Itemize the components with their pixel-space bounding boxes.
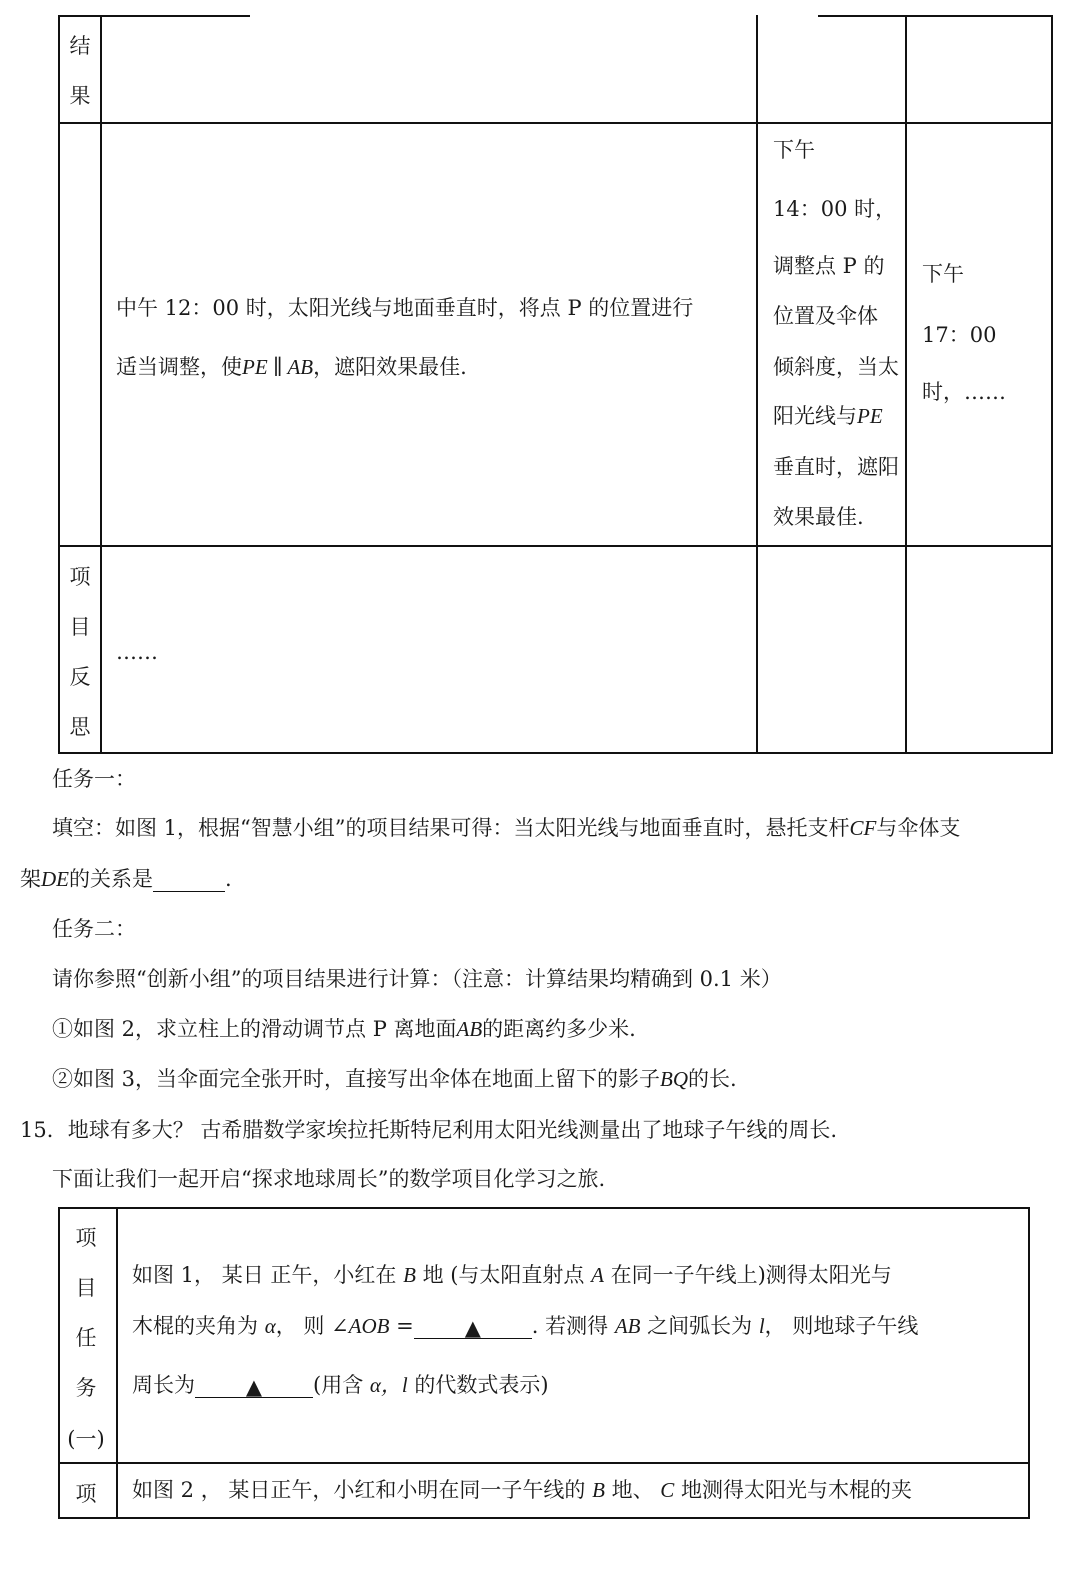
col3-line: 倾斜度，当太	[773, 355, 899, 379]
math-bq: BQ	[660, 1067, 689, 1091]
text-segment: ，遮阳效果最佳.	[313, 355, 467, 379]
text-segment: (用含	[313, 1373, 370, 1397]
triangle-marker-icon: ▲	[464, 1316, 481, 1341]
text-segment: 填空：如图 1，根据“智慧小组”的项目结果可得：当太阳光线与地面垂直时，悬托支杆	[52, 816, 850, 840]
table1-col-divider	[756, 15, 758, 754]
text-segment: 的代数式表示)	[407, 1373, 549, 1397]
text-segment: 架	[20, 867, 41, 891]
text-segment: . 若测得	[531, 1314, 615, 1338]
t2-r1-line1	[132, 1263, 892, 1288]
text-segment: 周长为	[132, 1373, 195, 1397]
triangle-marker-icon: ▲	[245, 1375, 263, 1400]
reflection-text: ……	[116, 640, 158, 664]
col4-line: 下午	[922, 262, 964, 286]
table1-row-divider	[58, 122, 1053, 124]
noon-text-line1: 中午 12：00 时，太阳光线与地面垂直时，将点 P 的位置进行	[116, 296, 694, 320]
text-segment: 适当调整，使	[116, 355, 242, 379]
text-segment: 如图 3，当伞面完全张开时，直接写出伞体在地面上留下的影子	[73, 1067, 661, 1091]
text-segment: 之间弧长为	[640, 1314, 759, 1338]
math-ab: AB	[456, 1017, 483, 1041]
table2-col-divider	[1028, 1207, 1030, 1519]
t2-r1-line2	[132, 1314, 918, 1339]
answer-blank[interactable]	[153, 869, 225, 892]
table2-row-divider	[58, 1462, 1030, 1464]
col3-line: 效果最佳.	[773, 505, 864, 529]
task2-q1	[52, 1017, 636, 1042]
col3-line: 14：00 时，	[773, 197, 897, 221]
circled-number: ①	[52, 1017, 73, 1041]
math-alpha: α	[264, 1314, 276, 1338]
text-segment: .	[225, 867, 232, 891]
col3-line: 垂直时，遮阳	[773, 455, 899, 479]
row-label-char: 项	[75, 1226, 97, 1250]
math-b: B	[403, 1263, 416, 1287]
text-segment: 与伞体支	[876, 816, 961, 840]
t2-r1-line3	[132, 1373, 549, 1398]
q15-line1: 15．地球有多大？ 古希腊数学家埃拉托斯特尼利用太阳光线测量出了地球子午线的周长.	[20, 1118, 838, 1142]
math-angle-aob: ∠AOB	[331, 1314, 390, 1338]
col4-line: 时，……	[922, 380, 1006, 404]
table2-bottom-border	[58, 1517, 1030, 1519]
text-segment: 地测得太阳光与木棍的夹	[674, 1478, 912, 1502]
task2-title: 任务二：	[52, 917, 136, 941]
row-label-char: 目	[69, 615, 91, 639]
math-l: l	[758, 1314, 765, 1338]
text-segment: 木棍的夹角为	[132, 1314, 265, 1338]
text-segment: =	[389, 1314, 414, 1338]
text-segment: ， 则	[275, 1314, 332, 1338]
text-segment: 如图 2，求立柱上的滑动调节点 P 离地面	[73, 1017, 457, 1041]
math-de: DE	[41, 867, 69, 891]
table1-bottom-border	[58, 752, 1053, 754]
text-segment: 地 (与太阳直射点	[415, 1263, 592, 1287]
text-segment: 阳光线与	[773, 404, 857, 428]
row-label-char: 任	[75, 1326, 97, 1350]
table1-top-border-left	[58, 15, 250, 17]
col3-line	[773, 404, 883, 429]
answer-blank[interactable]	[414, 1316, 532, 1339]
task1-title: 任务一：	[52, 767, 136, 791]
table1-col-divider	[1051, 15, 1053, 754]
text-segment: ， 则地球子午线	[764, 1314, 919, 1338]
col4-line: 17：00	[922, 323, 997, 347]
task1-line2	[20, 867, 232, 892]
row-label-char: (一)	[67, 1427, 105, 1451]
table2-top-border	[58, 1207, 1030, 1209]
row-label-char: 果	[69, 84, 91, 108]
table1-col-divider	[100, 15, 102, 754]
text-segment: 的距离约多少米.	[482, 1017, 636, 1041]
table2-col-divider	[58, 1207, 60, 1519]
math-ab: AB	[614, 1314, 641, 1338]
table1-top-border-right	[818, 15, 1052, 17]
math-pe: PE	[857, 404, 883, 428]
text-segment: 在同一子午线上)测得太阳光与	[603, 1263, 892, 1287]
table1-col-divider	[58, 15, 60, 754]
table1-col-divider	[905, 15, 907, 754]
row-label-char: 项	[75, 1482, 97, 1506]
table2-col-divider	[116, 1207, 118, 1519]
text-segment: 地、	[604, 1478, 661, 1502]
math-c: C	[660, 1478, 675, 1502]
circled-number: ②	[52, 1067, 73, 1091]
row-label-char: 务	[75, 1376, 97, 1400]
q15-line2: 下面让我们一起开启“探求地球周长”的数学项目化学习之旅.	[52, 1167, 606, 1191]
row-label-char: 结	[69, 34, 91, 58]
math-a: A	[591, 1263, 604, 1287]
col3-line: 位置及伞体	[773, 304, 878, 328]
task1-line1	[52, 816, 960, 841]
col3-line: 调整点 P 的	[773, 254, 885, 278]
row-label-char: 反	[69, 665, 91, 689]
math-pe-parallel-ab: PE ∥ AB	[242, 355, 314, 379]
text-segment: 的关系是	[69, 867, 153, 891]
task2-intro: 请你参照“创新小组”的项目结果进行计算：（注意：计算结果均精确到 0.1 米）	[52, 967, 782, 991]
table1-row-divider	[58, 545, 1053, 547]
noon-text-line2	[116, 355, 467, 380]
math-b: B	[592, 1478, 605, 1502]
math-alpha-l: α，l	[369, 1373, 408, 1397]
task2-q2	[52, 1067, 737, 1092]
row-label-char: 项	[69, 565, 91, 589]
math-cf: CF	[849, 816, 877, 840]
answer-blank[interactable]	[195, 1375, 313, 1398]
t2-r2-line1	[132, 1478, 912, 1503]
text-segment: 如图 1， 某日 正午，小红在	[132, 1263, 404, 1287]
row-label-char: 目	[75, 1276, 97, 1300]
text-segment: 如图 2 ， 某日正午，小红和小明在同一子午线的	[132, 1478, 593, 1502]
text-segment: 的长.	[688, 1067, 737, 1091]
row-label-char: 思	[69, 715, 91, 739]
col3-line: 下午	[773, 138, 815, 162]
